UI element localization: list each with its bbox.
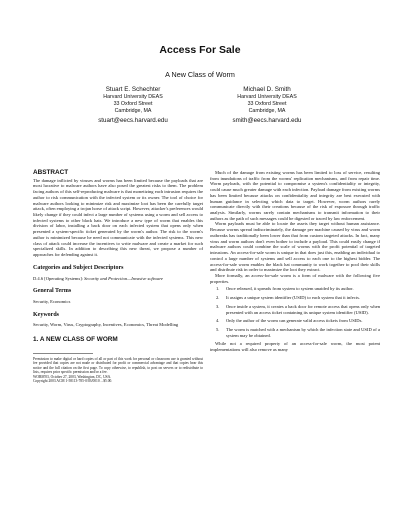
paper-title: Access For Sale bbox=[159, 44, 241, 56]
body-paragraph: Much of the damage from existing worms has been limited to loss of service, resulting from inundations of traffic from the worms' replication mechanisms, and from repair time. Worm payloads, with the potential to compromise a system's confidentiality or integrity, could cause much greater damage with each infection. Payload damage from existing worms has been limited because attacks on confidentiality and integrity are best executed with human guidance in selecting which data to target. However, worm authors rarely communicate directly with their creations because of the risk of exposure through traffic analysis. Similarly, worms rarely contain mechanisms to transmit information to their authors as the path of such messages could be digested or traced by law enforcement. bbox=[210, 170, 380, 221]
list-number: 2. bbox=[216, 295, 220, 301]
author-email[interactable]: smith@eecs.harvard.edu bbox=[232, 116, 302, 124]
author-block-2 bbox=[192, 87, 342, 125]
property-list bbox=[210, 286, 380, 338]
keywords-text: Security, Worm, Virus, Cryptography, Incentives, Economics, Threat Modelling bbox=[33, 322, 179, 328]
list-item-text: The worm is matched with a mechanism by which the infection state and USID of a system may be obtained. bbox=[226, 326, 380, 338]
author-block-1 bbox=[58, 87, 208, 125]
body-paragraph: More formally, an access-for-sale worm is a form of malware with the following five properties. bbox=[210, 272, 380, 284]
list-item bbox=[210, 295, 380, 301]
author-city: Cambridge, MA bbox=[114, 107, 152, 114]
footnote-venue: WORM'03, October 27, 2003, Washington, DC, USA. bbox=[33, 374, 112, 379]
list-item bbox=[210, 327, 380, 338]
general-terms-text: Security, Economics bbox=[33, 298, 71, 304]
paper-subtitle: A New Class of Worm bbox=[165, 70, 235, 79]
general-terms-heading: General Terms bbox=[33, 288, 72, 295]
categories-label: D.4.6 [Operating Systems]: bbox=[33, 275, 84, 281]
section-1-heading: 1. A NEW CLASS OF WORM bbox=[33, 336, 118, 344]
footnote-permission: Permission to make digital or hard copies of all or part of this work for personal or classroom use is granted without fee provided that copies are not made or distributed for profit or commercial advantage and that copies bear this notice and the full citation on the first page. To copy otherwise, to republish, to post on servers or to redistribute to lists, requires prior specific permission and/or a fee. bbox=[33, 356, 203, 375]
list-item bbox=[210, 286, 380, 292]
keywords-heading: Keywords bbox=[33, 311, 59, 318]
list-item-text: Only the author of the worm can generate valid access tickets from USIDs. bbox=[226, 318, 363, 324]
list-item-text: It assigns a unique system identifier (USID) to each system that it infects. bbox=[226, 295, 360, 301]
footnote-divider bbox=[33, 353, 93, 354]
categories-heading: Categories and Subject Descriptors bbox=[33, 264, 124, 271]
list-item bbox=[210, 318, 380, 324]
author-city: Cambridge, MA bbox=[248, 107, 286, 114]
categories-text bbox=[33, 276, 203, 282]
author-affiliation: Harvard University DEAS bbox=[103, 93, 163, 100]
list-item-text: Once released, it spreads from system to system unaided by its author. bbox=[226, 286, 354, 292]
list-item-text: Once inside a system, it creates a back door for remote access that opens only when presented with an access ticket containing its unique system identifier (USID). bbox=[226, 303, 380, 315]
list-number: 4. bbox=[216, 318, 220, 324]
abstract-text: The damage inflicted by viruses and worms has been limited because the payloads that are most lucrative to malware authors have also posed the greatest risks to them. The problem facing authors of this self-reproducing malware is that monetizing each intrusion requires the author to risk communication with the infected system or its owner. The tool of choice for malware authors looking to minimize risk and maximize loot has been the carefully target attack, often employing a trojan horse of attack script. However, attacker's preferences would likely change if they could infect a large number of systems using a worm and sell access to infected systems to other black hats. We introduce a new type of worm that enables this division of labor, installing a back door on each infected system that opens only when presented a system-specific ticket generated by the worm's author. The risk to the worm's author is minimized because he need not communicate with the infected systems. This new class of attack could increase the incentives to write malware and create a market for such specialized skills. In addition to describing this new threat, we propose a number of approaches for defending against it. bbox=[33, 177, 203, 258]
author-email[interactable]: stuart@eecs.harvard.edu bbox=[98, 116, 168, 124]
body-paragraph: While not a required property of an access-for-sale worm, the most potent implementations will also remove as many bbox=[210, 341, 380, 353]
author-name: Michael D. Smith bbox=[243, 86, 291, 93]
right-column bbox=[210, 170, 380, 353]
list-number: 3. bbox=[216, 303, 220, 309]
categories-description: Security and Protection—Invasive software bbox=[84, 275, 163, 281]
body-paragraph: Worm payloads must be able to locate the assets they target without human assistance. Because worms spread indiscriminately, the damage per machine caused by virus and worm outbreaks has traditionally been lower than that from custom targeted attacks. In fact, many virus and worm authors don't even bother to include a payload. This could easily change if malware authors could combine the scale of worms with the profit potential of targeted intrusions. An access-for-sale worm is unique in that does just this, enabling an individual to control a large number of systems and sell access to each one to the highest bidder. The access-for-sale worm enables the black hat community to work together to pool their skills and distribute risk in order to maximize the loot they extract. bbox=[210, 221, 380, 273]
list-item bbox=[210, 304, 380, 315]
abstract-heading: ABSTRACT bbox=[33, 169, 69, 176]
left-column bbox=[33, 170, 203, 384]
author-address: 33 Oxford Street bbox=[113, 100, 153, 107]
footnote-copyright: Copyright 2003 ACM 1-58113-785-0/03/0010 ...$5.00. bbox=[33, 379, 113, 384]
list-number: 5. bbox=[216, 326, 220, 332]
footnote bbox=[33, 357, 203, 384]
list-number: 1. bbox=[216, 286, 220, 292]
author-affiliation: Harvard University DEAS bbox=[237, 93, 297, 100]
author-name: Stuart E. Schechter bbox=[105, 86, 161, 93]
author-address: 33 Oxford Street bbox=[247, 100, 287, 107]
